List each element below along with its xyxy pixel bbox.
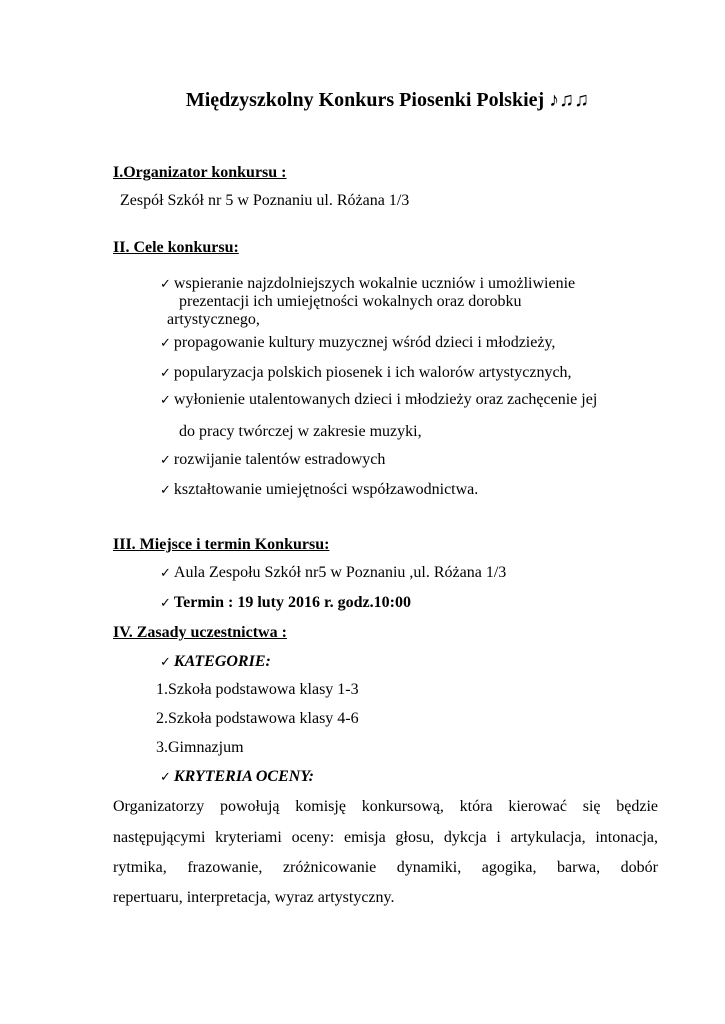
criteria-label-text: KRYTERIA OCENY: bbox=[173, 768, 314, 785]
organizer-heading: I.Organizator konkursu : bbox=[113, 164, 287, 181]
goal-item bbox=[160, 451, 385, 470]
date-item bbox=[160, 594, 411, 613]
check-icon: ✓ bbox=[160, 453, 171, 468]
check-icon: ✓ bbox=[160, 483, 171, 498]
check-icon: ✓ bbox=[160, 336, 171, 351]
check-icon: ✓ bbox=[160, 770, 171, 785]
check-icon: ✓ bbox=[160, 277, 171, 292]
goal-text: do pracy twórczej w zakresie muzyki, bbox=[179, 423, 422, 440]
goal-item bbox=[160, 391, 597, 410]
goal-text: kształtowanie umiejętności współzawodnictwa. bbox=[173, 481, 479, 498]
criteria-paragraph-line: następującymi kryteriami oceny: emisja głosu, dykcja i artykulacja, intonacja, bbox=[113, 829, 658, 846]
criteria-paragraph-line: repertuaru, interpretacja, wyraz artystyczny. bbox=[113, 889, 395, 906]
organizer-text: Zespół Szkół nr 5 w Poznaniu ul. Różana 1/3 bbox=[120, 192, 410, 209]
place-heading: III. Miejsce i termin Konkursu: bbox=[113, 536, 330, 553]
goal-text: propagowanie kultury muzycznej wśród dzieci i młodzieży, bbox=[173, 334, 556, 351]
check-icon: ✓ bbox=[160, 655, 171, 670]
check-icon: ✓ bbox=[160, 366, 171, 381]
goal-text: artystycznego, bbox=[167, 311, 260, 328]
category-item: 2.Szkoła podstawowa klasy 4-6 bbox=[156, 710, 359, 727]
goal-text: rozwijanie talentów estradowych bbox=[173, 451, 386, 468]
criteria-label bbox=[160, 768, 314, 787]
venue-text: Aula Zespołu Szkół nr5 w Poznaniu ,ul. Różana 1/3 bbox=[173, 564, 507, 581]
date-text: Termin : 19 luty 2016 r. godz.10:00 bbox=[173, 594, 411, 611]
goal-text: wspieranie najzdolniejszych wokalnie uczniów i umożliwienie bbox=[173, 275, 576, 292]
rules-heading: IV. Zasady uczestnictwa : bbox=[113, 624, 287, 641]
goal-text: prezentacji ich umiejętności wokalnych oraz dorobku bbox=[179, 293, 522, 310]
category-item: 3.Gimnazjum bbox=[156, 739, 244, 756]
goal-item bbox=[160, 275, 575, 294]
check-icon: ✓ bbox=[160, 393, 171, 408]
categories-label-text: KATEGORIE: bbox=[173, 653, 271, 670]
goal-item bbox=[160, 334, 555, 353]
goals-heading: II. Cele konkursu: bbox=[113, 239, 239, 256]
criteria-paragraph-line: rytmika, frazowanie, zróżnicowanie dynamiki, agogika, barwa, dobór bbox=[113, 859, 658, 876]
check-icon: ✓ bbox=[160, 566, 171, 581]
goal-item bbox=[160, 364, 572, 383]
criteria-paragraph-line: Organizatorzy powołują komisję konkursową, która kierować się będzie bbox=[113, 798, 658, 815]
categories-label bbox=[160, 653, 271, 672]
check-icon: ✓ bbox=[160, 596, 171, 611]
category-item: 1.Szkoła podstawowa klasy 1-3 bbox=[156, 681, 359, 698]
goal-item bbox=[160, 481, 478, 500]
venue-item bbox=[160, 564, 506, 583]
goal-text: wyłonienie utalentowanych dzieci i młodzieży oraz zachęcenie jej bbox=[173, 391, 598, 408]
goal-text: popularyzacja polskich piosenek i ich walorów artystycznych, bbox=[173, 364, 572, 381]
page-title: Międzyszkolny Konkurs Piosenki Polskiej ♪♫♫ bbox=[185, 89, 590, 111]
